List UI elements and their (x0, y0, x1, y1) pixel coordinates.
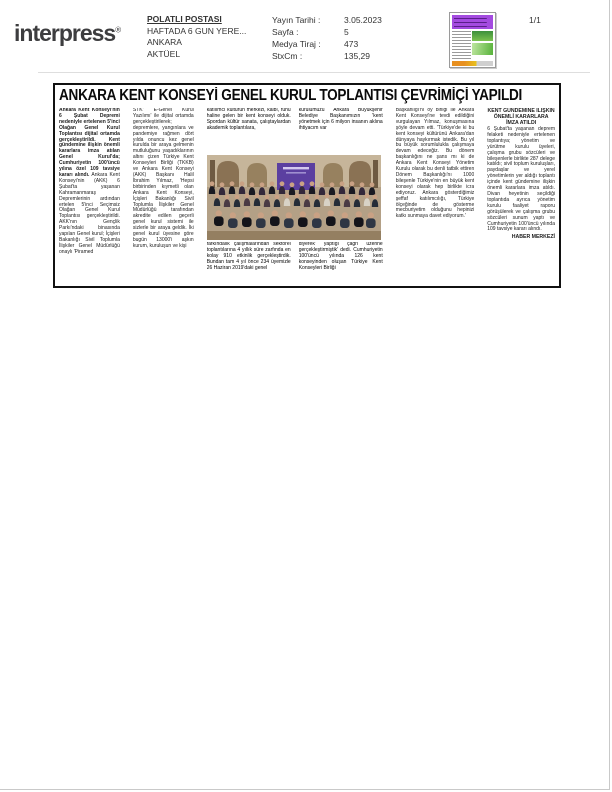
article-lede: Ankara Kent Konseyi'nin 6 Şubat Depremi nedeniyle ertelenen 5'inci Olağan Genel Kurul Toplantısı dijital ortamda gerçekleştirildi. Kent gündemine ilişkin önemli kararlara imza atılan Genel Kurul'da; Cumhuriyetin 100'üncü yılına özel 109 tavsiye kararı alındı. (59, 108, 120, 178)
page-indicator: 1/1 (529, 15, 541, 25)
publication-info (147, 14, 267, 60)
meta-value: 3.05.2023 (344, 15, 382, 25)
article-column-middle (207, 108, 383, 286)
text-below-photo (207, 242, 383, 272)
thumbnail-headline-block (452, 15, 493, 29)
meta-label: StxCm : (272, 51, 303, 61)
meta-row-date (272, 14, 382, 26)
article-column-3-top: katılımcı kültürün merkezi, kalbi, ruhu haline gelen bir kent konseyi olduk. Spordan kültür sanata, çalıştaylardan akademik toplantılara, (206, 108, 291, 131)
thumbnail-text-lines (452, 31, 471, 60)
meta-label: Sayfa : (272, 27, 299, 37)
logo-text: interpress (14, 20, 116, 46)
publication-section: AKTÜEL (147, 48, 181, 59)
article-column-4-bottom: diyerek' yaptığı çağrı üzerine gerçekleştirmiştik' dedi. Cumhuriyetin 100'üncü yılında 126 kent konseyinden oluşan Türkiye Kent Konseyleri Birliği (298, 242, 383, 271)
article-column-4-top: kurulumuzu Ankara Büyükşehir Belediye Başkanımızın 'kent yönetmek için 6 milyon insanın aklına ihtiyacım var (298, 108, 383, 131)
meta-label: Yayın Tarihi : (272, 15, 321, 25)
meta-row-page (272, 26, 382, 38)
thumbnail-photo-block (472, 31, 493, 41)
publication-frequency: HAFTADA 6 GUN YERE... (147, 25, 247, 36)
article-subheading: KENT GÜNDEMİNE İLİŞKİN ÖNEMLİ KARARLARA İMZA ATILDI (487, 108, 555, 126)
publication-name: POLATLI POSTASI (147, 14, 222, 24)
article-photo (207, 155, 381, 240)
article-col1-text: Ankara Kent Konseyi'nin (AKK) 6 Şubat'ta yaşanan Kahramanmaraş Depremlerinin ardından ertelen 5'inci Seçimsiz Olağan Genel Kurul Toplantısı gerçekleştirildi. AKK'nın Gençlik Parkı'ndaki binasında yapılan Genel kurul; İçişleri Bakanlığı Sivil Toplumla İlişkiler Genel Müdürlüğü onaylı 'Piramed (59, 171, 120, 255)
meta-row-circulation (272, 38, 382, 50)
article-col6-text: 6 Şubat'ta yaşanan deprem felaketi nedeniyle ertelenen toplantıya; yönetim ve yürütme kurulu üyeleri, çalışma grubu sözcüleri ve bileşenlerle birlikte 287 delege katıldı; sivil toplum kuruluşları, paydaşlar ve yerel yönetimlerin yer aldığı toplantı içinde kent gündemine ilişkin önemli kararlara imza atıldı. Divan heyetinin seçildiği toplantıda ayrıca yönetim kurulu faaliyet raporu görüşülerek ve çalışma grubu sözcüleri sunum yaptı ve Cumhuriyetin 100'üncü yılında 109 tavsiye kararı alındı. (487, 126, 555, 233)
registered-mark: ® (115, 25, 121, 35)
publication-city: ANKARA (147, 37, 182, 47)
meta-row-stxcm (272, 50, 382, 62)
clip-metadata (272, 14, 382, 62)
meta-value: 473 (344, 39, 359, 49)
header-divider (38, 72, 590, 73)
article-column-1 (59, 108, 120, 286)
article-headline: ANKARA KENT KONSEYİ GENEL KURUL TOPLANTISI ÇEVRİMİÇİ YAPILDI (59, 87, 523, 104)
thumbnail-footer-strip (452, 61, 493, 66)
article-column-3-bottom: farkındalık çalışmalarından sektörel toplantılarına 4 yıllık süre zarfında en kolay 910 etkinlik gerçekleştirdik. Bundan tam 4 yıl önce 234 üyemizle 26 Haziran 2019'daki genel (206, 242, 291, 271)
article-column-5: Başkanlığı'nı oy birliği ile Ankara Kent Konseyi'ne tevdi edildiğini vurgulayan Yılmaz, konuşmasına şöyle devam etti. 'Türkiye'de ki bu kent konseyi kültürünü Ankara'dan dünyaya haykırmak istedik. Bu yıl bu büyük sorumlulukla çalışmaya devam edeceğiz. Bu dönem başkanlığını ne şans mı ki de Ankara Kent Konseyi Yönetim Kurulu olarak bu denli tatbik ettiren Dönem Başkanlığı'nı 1000 bileşenle Türkiye'nin en büyük kent konseyi olarak hep birlikte icra ediyoruz. Ankara gösterdiğimiz şeffaf katılımcılığı, Türkiye ölçeğinde de gösterme mecburiyetim olduğunu hepinizi katkı sunmaya davet ediyorum.' (395, 108, 475, 220)
thumbnail-photo-block-2 (472, 43, 493, 55)
article-byline: HABER MERKEZİ (511, 234, 555, 241)
article-body (59, 108, 555, 286)
report-header (0, 0, 612, 74)
article-clip (53, 83, 561, 288)
meta-value: 135,29 (344, 51, 370, 61)
article-column-6 (487, 108, 555, 286)
meta-value: 5 (344, 27, 349, 37)
page-thumbnail[interactable] (449, 12, 496, 68)
meta-label: Medya Tiraj : (272, 39, 321, 49)
text-above-photo (207, 108, 383, 154)
interpress-logo (14, 20, 120, 47)
article-column-2: STK' E-Genel Kurul Yazılımı' ile dijital ortamda gerçekleştirilerek; depremlere, yangınlara ve pandemiye rağmen dört yılda onuncu kez genel kurulda bir araya gelmenin mutluluğunu yaşadıklarının altını çizen Türkiye Kent Konseyleri Birliği (TKKB) ve Ankara Kent Konseyi (AKK) Başkanı Halil İbrahim Yılmaz, 'Hepsi birbirinden kıymetli olan Ankara Kent Konseyi, İçişleri Bakanlığı Sivil Toplumla İlişkiler Genel Müdürlüğü tarafından akredite edilen geçerli genel kurul sistemi ile sizlerle bir araya geldik. İki genel kurul üyesine göre bugün 13000'i aşkın kurum, kuruluşun ve kişi (132, 108, 194, 249)
